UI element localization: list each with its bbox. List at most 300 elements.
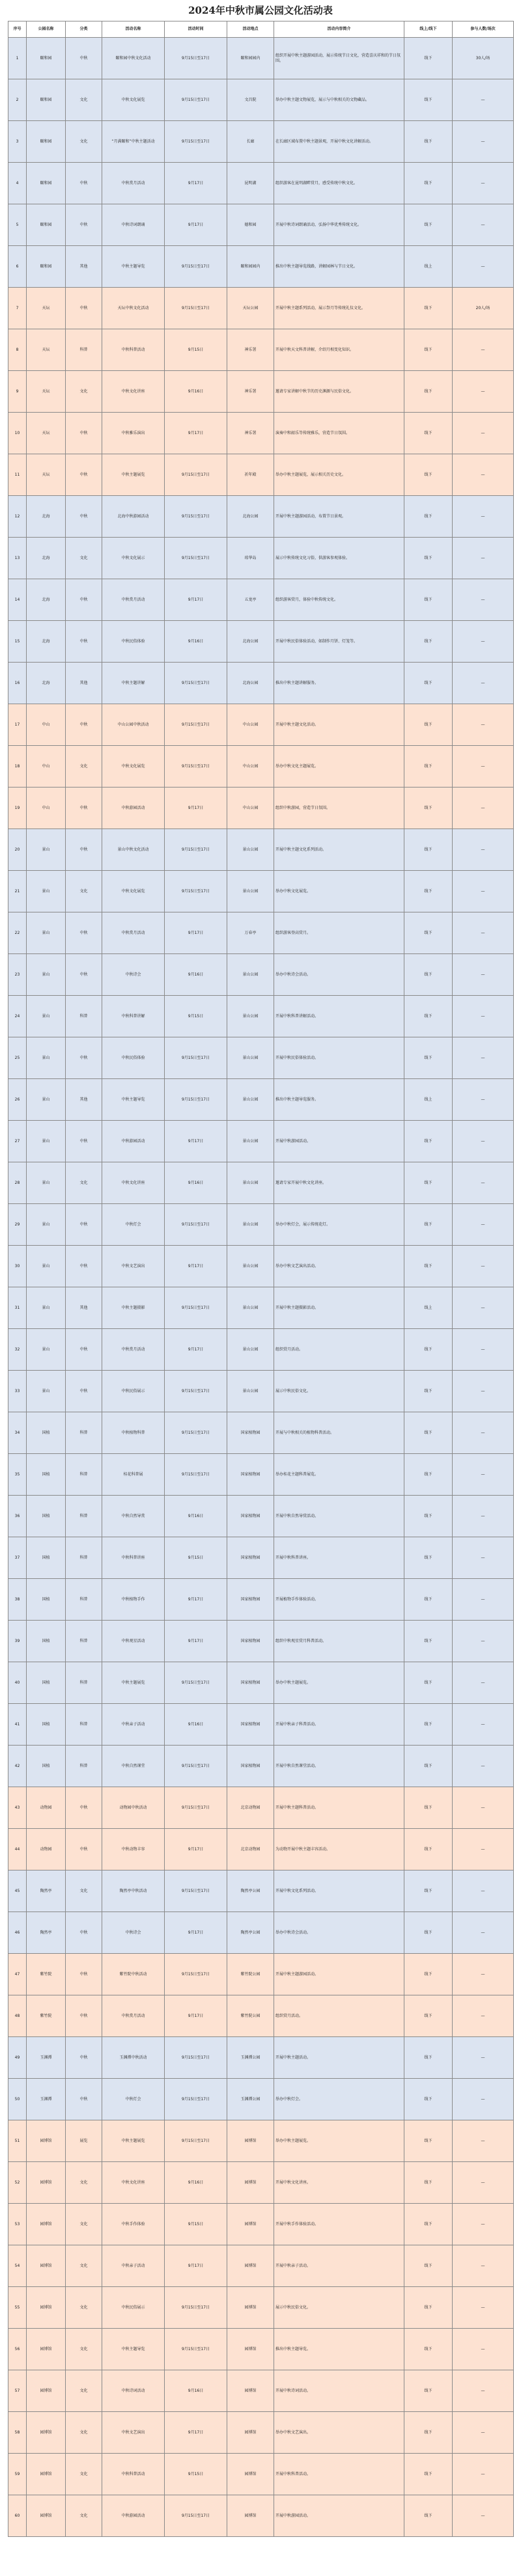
cell-no: 11 bbox=[8, 454, 27, 496]
cell-desc: 举办中秋灯会，展示传统花灯。 bbox=[274, 1204, 404, 1246]
cell-count: — bbox=[453, 579, 514, 621]
cell-cat: 中秋 bbox=[66, 954, 102, 996]
cell-name: 中秋文化展览 bbox=[102, 79, 165, 121]
cell-count: — bbox=[453, 1496, 514, 1537]
cell-time: 9月17日 bbox=[165, 579, 227, 621]
cell-name: 中秋主题导览 bbox=[102, 2329, 165, 2370]
cell-time: 9月15日至17日 bbox=[165, 1954, 227, 1995]
cell-time: 9月17日 bbox=[165, 204, 227, 246]
cell-name: 中秋观星活动 bbox=[102, 1621, 165, 1662]
cell-no: 19 bbox=[8, 788, 27, 829]
cell-desc: 举办桂花主题科普展览。 bbox=[274, 1454, 404, 1496]
cell-place: 神乐署 bbox=[227, 329, 274, 371]
cell-mode: 线下 bbox=[404, 163, 453, 204]
cell-park: 中山 bbox=[27, 746, 66, 788]
cell-cat: 中秋 bbox=[66, 912, 102, 954]
cell-park: 颐和园 bbox=[27, 121, 66, 163]
cell-desc: 开展中秋主题游园活动。 bbox=[274, 1954, 404, 1995]
cell-name: 中秋诗会 bbox=[102, 954, 165, 996]
cell-time: 9月15日至17日 bbox=[165, 746, 227, 788]
cell-cat: 中秋 bbox=[66, 1995, 102, 2037]
cell-time: 9月17日 bbox=[165, 1579, 227, 1621]
cell-mode: 线下 bbox=[404, 1829, 453, 1870]
cell-mode: 线下 bbox=[404, 579, 453, 621]
cell-place: 园博馆 bbox=[227, 2162, 274, 2204]
cell-park: 陶然亭 bbox=[27, 1870, 66, 1912]
cell-no: 44 bbox=[8, 1829, 27, 1870]
table-row bbox=[8, 1787, 514, 1829]
cell-place: 颐和园园内 bbox=[227, 38, 274, 79]
cell-place: 景山公园 bbox=[227, 871, 274, 912]
cell-name: 中秋文化展示 bbox=[102, 538, 165, 579]
cell-name: 中秋诗词活动 bbox=[102, 2370, 165, 2412]
cell-cat: 中秋 bbox=[66, 1787, 102, 1829]
table-row bbox=[8, 2412, 514, 2454]
cell-time: 9月16日 bbox=[165, 371, 227, 413]
cell-count: — bbox=[453, 1454, 514, 1496]
cell-desc: 推出中秋主题导览。 bbox=[274, 2329, 404, 2370]
table-row bbox=[8, 2245, 514, 2287]
cell-no: 55 bbox=[8, 2287, 27, 2329]
cell-cat: 中秋 bbox=[66, 704, 102, 746]
cell-count: — bbox=[453, 204, 514, 246]
cell-desc: 开展中秋科普讲解活动。 bbox=[274, 996, 404, 1037]
table-row bbox=[8, 288, 514, 329]
cell-desc: 演奏中和韶乐等传统雅乐，营造节日氛围。 bbox=[274, 413, 404, 454]
cell-desc: 开展中秋文化讲座。 bbox=[274, 2162, 404, 2204]
header-cell: 活动内容简介 bbox=[274, 21, 404, 38]
cell-desc: 举办中秋灯会。 bbox=[274, 2079, 404, 2120]
cell-name: 中秋赏月活动 bbox=[102, 163, 165, 204]
cell-no: 18 bbox=[8, 746, 27, 788]
cell-place: 园博馆 bbox=[227, 2204, 274, 2245]
cell-park: 景山 bbox=[27, 996, 66, 1037]
cell-desc: 开展中秋游园活动。 bbox=[274, 2495, 404, 2537]
cell-desc: 开展植物手作体验活动。 bbox=[274, 1579, 404, 1621]
cell-time: 9月15日至17日 bbox=[165, 704, 227, 746]
cell-count: — bbox=[453, 1704, 514, 1746]
cell-park: 景山 bbox=[27, 1246, 66, 1287]
cell-park: 紫竹院 bbox=[27, 1995, 66, 2037]
cell-mode: 线下 bbox=[404, 2037, 453, 2079]
table-row bbox=[8, 2454, 514, 2495]
table-row bbox=[8, 2079, 514, 2120]
cell-desc: 开展中秋科普活动。 bbox=[274, 2454, 404, 2495]
cell-park: 陶然亭 bbox=[27, 1912, 66, 1954]
cell-park: 景山 bbox=[27, 1079, 66, 1121]
cell-place: 园博馆 bbox=[227, 2287, 274, 2329]
cell-time: 9月17日 bbox=[165, 788, 227, 829]
cell-place: 国家植物园 bbox=[227, 1662, 274, 1704]
cell-cat: 文化 bbox=[66, 2204, 102, 2245]
cell-cat: 中秋 bbox=[66, 1037, 102, 1079]
cell-desc: 举办中秋文化展览。 bbox=[274, 871, 404, 912]
cell-time: 9月15日至17日 bbox=[165, 538, 227, 579]
cell-cat: 文化 bbox=[66, 2287, 102, 2329]
cell-desc: 开展中秋游园活动。 bbox=[274, 1121, 404, 1162]
cell-cat: 文化 bbox=[66, 871, 102, 912]
cell-count: — bbox=[453, 1787, 514, 1829]
cell-mode: 线下 bbox=[404, 788, 453, 829]
cell-cat: 中秋 bbox=[66, 163, 102, 204]
cell-desc: 开展中秋诗词活动。 bbox=[274, 2370, 404, 2412]
cell-place: 国家植物园 bbox=[227, 1579, 274, 1621]
cell-no: 40 bbox=[8, 1662, 27, 1704]
cell-mode: 线下 bbox=[404, 1662, 453, 1704]
cell-name: 中秋诗词朗诵 bbox=[102, 204, 165, 246]
table-row bbox=[8, 1829, 514, 1870]
cell-cat: 文化 bbox=[66, 1162, 102, 1204]
table-row bbox=[8, 1204, 514, 1246]
cell-place: 景山公园 bbox=[227, 1204, 274, 1246]
cell-park: 国植 bbox=[27, 1412, 66, 1454]
cell-place: 园博馆 bbox=[227, 2370, 274, 2412]
cell-no: 29 bbox=[8, 1204, 27, 1246]
cell-place: 陶然亭公园 bbox=[227, 1870, 274, 1912]
cell-mode: 线下 bbox=[404, 538, 453, 579]
table-row bbox=[8, 38, 514, 79]
cell-count: — bbox=[453, 121, 514, 163]
cell-park: 园博馆 bbox=[27, 2120, 66, 2162]
cell-no: 31 bbox=[8, 1287, 27, 1329]
cell-place: 景山公园 bbox=[227, 1287, 274, 1329]
cell-desc: 开展中秋手作体验活动。 bbox=[274, 2204, 404, 2245]
cell-mode: 线下 bbox=[404, 1954, 453, 1995]
table-row bbox=[8, 246, 514, 288]
cell-mode: 线下 bbox=[404, 1412, 453, 1454]
cell-time: 9月16日 bbox=[165, 1704, 227, 1746]
cell-no: 54 bbox=[8, 2245, 27, 2287]
cell-mode: 线下 bbox=[404, 38, 453, 79]
cell-mode: 线下 bbox=[404, 1746, 453, 1787]
cell-no: 37 bbox=[8, 1537, 27, 1579]
cell-park: 北海 bbox=[27, 538, 66, 579]
cell-time: 9月17日 bbox=[165, 2245, 227, 2287]
cell-count: — bbox=[453, 746, 514, 788]
cell-cat: 科普 bbox=[66, 1412, 102, 1454]
cell-park: 国植 bbox=[27, 1746, 66, 1787]
cell-cat: 中秋 bbox=[66, 829, 102, 871]
cell-time: 9月17日 bbox=[165, 1621, 227, 1662]
cell-cat: 中秋 bbox=[66, 1954, 102, 1995]
cell-no: 53 bbox=[8, 2204, 27, 2245]
cell-place: 北京动物园 bbox=[227, 1787, 274, 1829]
cell-no: 58 bbox=[8, 2412, 27, 2454]
cell-park: 天坛 bbox=[27, 288, 66, 329]
cell-park: 动物园 bbox=[27, 1829, 66, 1870]
cell-place: 北海公园 bbox=[227, 621, 274, 663]
cell-time: 9月15日至17日 bbox=[165, 1787, 227, 1829]
cell-mode: 线上 bbox=[404, 1079, 453, 1121]
table-row bbox=[8, 1412, 514, 1454]
cell-name: 中秋游园活动 bbox=[102, 788, 165, 829]
cell-park: 景山 bbox=[27, 1037, 66, 1079]
cell-park: 北海 bbox=[27, 621, 66, 663]
cell-time: 9月15日至17日 bbox=[165, 79, 227, 121]
cell-name: 中秋主题导览 bbox=[102, 1079, 165, 1121]
table-row bbox=[8, 788, 514, 829]
cell-name: 中秋科普活动 bbox=[102, 2454, 165, 2495]
cell-park: 景山 bbox=[27, 912, 66, 954]
cell-mode: 线下 bbox=[404, 2287, 453, 2329]
table-body bbox=[8, 38, 514, 2537]
cell-desc: 组织中秋观星赏月科普活动。 bbox=[274, 1621, 404, 1662]
cell-no: 8 bbox=[8, 329, 27, 371]
cell-place: 景山公园 bbox=[227, 1329, 274, 1371]
cell-place: 园博馆 bbox=[227, 2454, 274, 2495]
cell-mode: 线下 bbox=[404, 1204, 453, 1246]
cell-count: — bbox=[453, 1537, 514, 1579]
cell-time: 9月16日 bbox=[165, 2370, 227, 2412]
cell-desc: 组织游客在昆明湖畔赏月，感受传统中秋文化。 bbox=[274, 163, 404, 204]
cell-no: 42 bbox=[8, 1746, 27, 1787]
cell-cat: 科普 bbox=[66, 1704, 102, 1746]
cell-no: 47 bbox=[8, 1954, 27, 1995]
cell-no: 6 bbox=[8, 246, 27, 288]
cell-park: 国植 bbox=[27, 1621, 66, 1662]
cell-mode: 线下 bbox=[404, 329, 453, 371]
cell-place: 德和园 bbox=[227, 204, 274, 246]
cell-no: 3 bbox=[8, 121, 27, 163]
cell-park: 景山 bbox=[27, 1162, 66, 1204]
cell-place: 颐和园园内 bbox=[227, 246, 274, 288]
table-row bbox=[8, 1912, 514, 1954]
cell-name: 中秋主题讲解 bbox=[102, 663, 165, 704]
table-row bbox=[8, 1537, 514, 1579]
cell-mode: 线下 bbox=[404, 1037, 453, 1079]
cell-desc: 开展中秋科普讲座。 bbox=[274, 1537, 404, 1579]
document-title: 2024年中秋市属公园文化活动表 bbox=[188, 5, 333, 16]
cell-mode: 线下 bbox=[404, 1537, 453, 1579]
cell-name: 中秋赏月活动 bbox=[102, 1995, 165, 2037]
cell-count: — bbox=[453, 1162, 514, 1204]
table-row bbox=[8, 371, 514, 413]
cell-place: 景山公园 bbox=[227, 1162, 274, 1204]
cell-cat: 科普 bbox=[66, 1621, 102, 1662]
cell-park: 北海 bbox=[27, 496, 66, 538]
cell-mode: 线下 bbox=[404, 2245, 453, 2287]
cell-cat: 科普 bbox=[66, 1579, 102, 1621]
table-row bbox=[8, 2495, 514, 2537]
cell-no: 51 bbox=[8, 2120, 27, 2162]
cell-park: 天坛 bbox=[27, 454, 66, 496]
cell-park: 园博馆 bbox=[27, 2204, 66, 2245]
cell-place: 园博馆 bbox=[227, 2120, 274, 2162]
cell-time: 9月17日 bbox=[165, 1246, 227, 1287]
cell-cat: 文化 bbox=[66, 2412, 102, 2454]
table-row bbox=[8, 1121, 514, 1162]
cell-place: 玉渊潭公园 bbox=[227, 2037, 274, 2079]
cell-mode: 线下 bbox=[404, 2079, 453, 2120]
cell-mode: 线下 bbox=[404, 2370, 453, 2412]
cell-count: — bbox=[453, 1870, 514, 1912]
cell-desc: 开展中秋自然课堂活动。 bbox=[274, 1746, 404, 1787]
cell-cat: 文化 bbox=[66, 2370, 102, 2412]
cell-name: 中秋动物丰容 bbox=[102, 1829, 165, 1870]
cell-cat: 文化 bbox=[66, 2454, 102, 2495]
cell-time: 9月15日至17日 bbox=[165, 1412, 227, 1454]
cell-desc: 推出中秋主题讲解服务。 bbox=[274, 663, 404, 704]
cell-time: 9月15日至17日 bbox=[165, 1870, 227, 1912]
cell-park: 颐和园 bbox=[27, 246, 66, 288]
cell-place: 景山公园 bbox=[227, 1037, 274, 1079]
cell-no: 12 bbox=[8, 496, 27, 538]
cell-mode: 线下 bbox=[404, 1912, 453, 1954]
cell-park: 景山 bbox=[27, 954, 66, 996]
table-row bbox=[8, 1329, 514, 1371]
cell-mode: 线下 bbox=[404, 2204, 453, 2245]
table-row bbox=[8, 2120, 514, 2162]
table-row bbox=[8, 871, 514, 912]
header-cell: 序号 bbox=[8, 21, 27, 38]
cell-no: 14 bbox=[8, 579, 27, 621]
cell-mode: 线下 bbox=[404, 829, 453, 871]
cell-cat: 中秋 bbox=[66, 1246, 102, 1287]
cell-cat: 中秋 bbox=[66, 1829, 102, 1870]
cell-time: 9月15日 bbox=[165, 2454, 227, 2495]
cell-mode: 线下 bbox=[404, 2412, 453, 2454]
cell-count: — bbox=[453, 2245, 514, 2287]
cell-time: 9月15日至17日 bbox=[165, 1287, 227, 1329]
cell-park: 紫竹院 bbox=[27, 1954, 66, 1995]
cell-place: 北海公园 bbox=[227, 496, 274, 538]
cell-count: — bbox=[453, 996, 514, 1037]
table-row bbox=[8, 1954, 514, 1995]
cell-cat: 文化 bbox=[66, 538, 102, 579]
cell-mode: 线下 bbox=[404, 2495, 453, 2537]
cell-time: 9月15日至17日 bbox=[165, 496, 227, 538]
cell-mode: 线下 bbox=[404, 121, 453, 163]
table-row bbox=[8, 413, 514, 454]
cell-desc: 邀请专家开展中秋文化讲座。 bbox=[274, 1162, 404, 1204]
cell-time: 9月15日 bbox=[165, 329, 227, 371]
activity-table bbox=[8, 21, 514, 2537]
cell-count: — bbox=[453, 454, 514, 496]
cell-desc: 开展中秋主题系列活动，展示祭月等传统礼仪文化。 bbox=[274, 288, 404, 329]
cell-cat: 中秋 bbox=[66, 38, 102, 79]
cell-no: 52 bbox=[8, 2162, 27, 2204]
cell-time: 9月15日至17日 bbox=[165, 2287, 227, 2329]
cell-cat: 文化 bbox=[66, 371, 102, 413]
header-cell: 线上/线下 bbox=[404, 21, 453, 38]
table-row bbox=[8, 579, 514, 621]
cell-place: 园博馆 bbox=[227, 2495, 274, 2537]
cell-name: 中秋民俗展示 bbox=[102, 1371, 165, 1412]
cell-park: 天坛 bbox=[27, 329, 66, 371]
cell-count: — bbox=[453, 2412, 514, 2454]
cell-park: 国植 bbox=[27, 1579, 66, 1621]
table-row bbox=[8, 2037, 514, 2079]
cell-park: 景山 bbox=[27, 1204, 66, 1246]
cell-place: 中山公园 bbox=[227, 746, 274, 788]
cell-count: — bbox=[453, 538, 514, 579]
cell-count: — bbox=[453, 2495, 514, 2537]
cell-cat: 中秋 bbox=[66, 2079, 102, 2120]
cell-cat: 文化 bbox=[66, 2495, 102, 2537]
cell-name: 中秋科普讲解 bbox=[102, 996, 165, 1037]
cell-mode: 线下 bbox=[404, 996, 453, 1037]
cell-name: 中秋雅乐演出 bbox=[102, 413, 165, 454]
cell-count: — bbox=[453, 496, 514, 538]
cell-cat: 中秋 bbox=[66, 1204, 102, 1246]
cell-count: — bbox=[453, 1246, 514, 1287]
cell-mode: 线下 bbox=[404, 871, 453, 912]
cell-cat: 科普 bbox=[66, 1746, 102, 1787]
cell-cat: 中秋 bbox=[66, 788, 102, 829]
cell-cat: 科普 bbox=[66, 1496, 102, 1537]
cell-place: 五龙亭 bbox=[227, 579, 274, 621]
cell-park: 颐和园 bbox=[27, 38, 66, 79]
table-row bbox=[8, 621, 514, 663]
cell-time: 9月17日 bbox=[165, 1329, 227, 1371]
cell-name: 中秋亲子活动 bbox=[102, 2245, 165, 2287]
cell-no: 9 bbox=[8, 371, 27, 413]
cell-mode: 线下 bbox=[404, 496, 453, 538]
cell-park: 中山 bbox=[27, 704, 66, 746]
cell-name: 中秋自然课堂 bbox=[102, 1746, 165, 1787]
cell-place: 景山公园 bbox=[227, 1371, 274, 1412]
cell-desc: 在长廊区域布置中秋主题景观，开展中秋文化讲解活动。 bbox=[274, 121, 404, 163]
cell-no: 57 bbox=[8, 2370, 27, 2412]
cell-cat: 文化 bbox=[66, 746, 102, 788]
cell-no: 56 bbox=[8, 2329, 27, 2370]
cell-count: — bbox=[453, 79, 514, 121]
cell-name: 北海中秋游园活动 bbox=[102, 496, 165, 538]
table-row bbox=[8, 1037, 514, 1079]
cell-name: 中秋赏月活动 bbox=[102, 1329, 165, 1371]
cell-park: 园博馆 bbox=[27, 2495, 66, 2537]
cell-park: 玉渊潭 bbox=[27, 2037, 66, 2079]
cell-cat: 科普 bbox=[66, 1537, 102, 1579]
cell-name: 中秋植物科普 bbox=[102, 1412, 165, 1454]
cell-no: 30 bbox=[8, 1246, 27, 1287]
table-row bbox=[8, 954, 514, 996]
cell-no: 25 bbox=[8, 1037, 27, 1079]
cell-cat: 其他 bbox=[66, 1079, 102, 1121]
cell-desc: 开展中秋民俗体验活动。 bbox=[274, 1037, 404, 1079]
table-row bbox=[8, 2287, 514, 2329]
cell-desc: 举办中秋主题展览。 bbox=[274, 1662, 404, 1704]
cell-mode: 线下 bbox=[404, 746, 453, 788]
cell-time: 9月15日至17日 bbox=[165, 121, 227, 163]
cell-desc: 举办中秋文艺演出。 bbox=[274, 2412, 404, 2454]
cell-name: 中秋民俗体验 bbox=[102, 621, 165, 663]
table-row bbox=[8, 496, 514, 538]
cell-park: 景山 bbox=[27, 1287, 66, 1329]
cell-park: 颐和园 bbox=[27, 204, 66, 246]
cell-place: 琼华岛 bbox=[227, 538, 274, 579]
cell-desc: 开展中秋亲子活动。 bbox=[274, 2245, 404, 2287]
cell-time: 9月15日至17日 bbox=[165, 1662, 227, 1704]
cell-mode: 线下 bbox=[404, 1371, 453, 1412]
cell-no: 34 bbox=[8, 1412, 27, 1454]
cell-no: 10 bbox=[8, 413, 27, 454]
cell-no: 4 bbox=[8, 163, 27, 204]
cell-cat: 文化 bbox=[66, 121, 102, 163]
cell-desc: 为动物开展中秋主题丰容活动。 bbox=[274, 1829, 404, 1870]
cell-cat: 中秋 bbox=[66, 2037, 102, 2079]
table-row bbox=[8, 454, 514, 496]
cell-park: 颐和园 bbox=[27, 79, 66, 121]
cell-cat: 中秋 bbox=[66, 454, 102, 496]
cell-no: 36 bbox=[8, 1496, 27, 1537]
cell-count: 30人/场 bbox=[453, 38, 514, 79]
cell-desc: 组织游客登高赏月。 bbox=[274, 912, 404, 954]
cell-name: 桂花科普展 bbox=[102, 1454, 165, 1496]
table-row bbox=[8, 746, 514, 788]
cell-name: 中秋文化展览 bbox=[102, 871, 165, 912]
cell-place: 北京动物园 bbox=[227, 1829, 274, 1870]
